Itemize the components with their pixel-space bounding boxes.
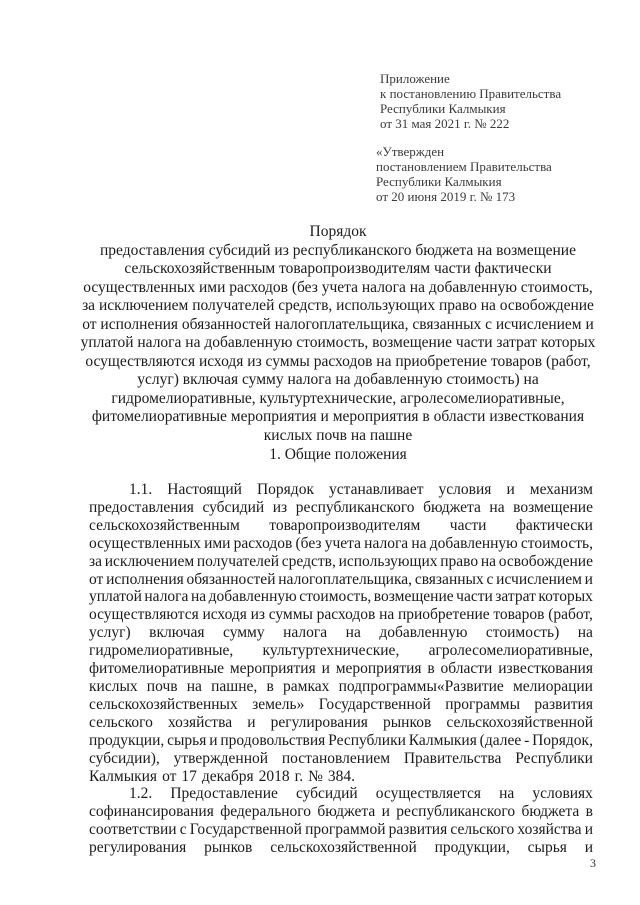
word: и xyxy=(381,803,390,821)
paragraph-line xyxy=(89,696,593,714)
paragraph-line xyxy=(89,553,593,571)
word: г. xyxy=(294,767,304,785)
word: добавленную xyxy=(379,624,468,642)
word: исключением xyxy=(104,552,195,570)
word: от xyxy=(162,767,177,785)
word: из xyxy=(250,606,265,624)
word: осуществляется xyxy=(375,785,482,803)
paragraph-line xyxy=(89,678,593,696)
title-line: за исключением получателей средств, использующих право на освобождение xyxy=(82,297,594,314)
word: Порядок, xyxy=(532,731,593,749)
word: сырья xyxy=(167,731,207,749)
document-body xyxy=(89,481,593,857)
word: продукции, xyxy=(89,731,165,749)
approval-note xyxy=(376,144,616,204)
word: услуг) xyxy=(89,624,131,642)
paragraph xyxy=(89,481,593,785)
word: декабря xyxy=(201,767,254,785)
page-number: 3 xyxy=(590,856,596,870)
word: в xyxy=(585,803,593,821)
word: уплатой xyxy=(89,588,142,606)
paragraph xyxy=(89,785,593,857)
appendix-line: Приложение xyxy=(380,71,450,86)
word: Порядок xyxy=(256,481,314,498)
title-line: предоставления субсидий из республиканского бюджета на возмещение xyxy=(100,241,576,259)
word: Правительства xyxy=(403,749,502,767)
title-line: Порядок xyxy=(309,223,367,240)
word: агролесомелиоративные, xyxy=(428,642,593,660)
title-line: сельскохозяйственным товаропроизводителям части фактически xyxy=(124,260,552,277)
word: возмещение xyxy=(373,588,454,606)
paragraph-line xyxy=(89,642,593,660)
word: Калмыкия xyxy=(408,731,477,749)
word: предоставления xyxy=(89,498,194,516)
word: на xyxy=(411,534,427,552)
word: софинансирования xyxy=(89,803,214,821)
word: фитомелиоративные xyxy=(89,660,225,678)
word: получателей xyxy=(196,552,280,570)
word: (без xyxy=(295,534,322,552)
word: добавленную xyxy=(429,534,518,552)
word: Предоставление xyxy=(170,785,278,803)
word: на xyxy=(489,498,505,516)
word: 17 xyxy=(181,767,197,785)
word: учета xyxy=(324,534,361,552)
title-line: услуг) включая сумму налога на добавленную стоимость) на xyxy=(137,371,539,388)
word: кислых xyxy=(89,677,138,695)
word: федерального xyxy=(220,803,312,821)
word: бюджета xyxy=(317,803,376,821)
title-line: осуществляются исходя из суммы расходов на приобретение товаров (работ, xyxy=(85,352,591,370)
word: на xyxy=(480,552,497,570)
title-line: кислых почв на пашне xyxy=(263,426,413,444)
word: стоимость, xyxy=(520,534,593,552)
word: субсидий xyxy=(295,785,358,803)
word: механизм xyxy=(529,481,593,498)
word: и xyxy=(209,731,218,749)
word: ими xyxy=(204,534,231,552)
paragraph-line xyxy=(89,660,593,678)
word: мероприятия xyxy=(335,660,422,678)
word: товаров xyxy=(493,606,545,624)
word: связанных xyxy=(414,570,484,588)
section-heading: 1. Общие положения xyxy=(269,446,407,463)
word: от xyxy=(89,570,104,588)
paragraph-line xyxy=(89,517,593,535)
word: развития xyxy=(388,821,448,839)
word: республиканского xyxy=(396,803,516,821)
word: товаропроизводителям xyxy=(269,516,421,534)
paragraph-line xyxy=(89,499,593,517)
word: и xyxy=(584,570,593,588)
word: сырья xyxy=(527,839,567,857)
word: регулирования xyxy=(270,713,368,731)
word: рынков xyxy=(204,839,253,857)
word: за xyxy=(89,552,103,570)
word: подпрограммы«Развитие xyxy=(338,677,504,695)
paragraph-line xyxy=(89,624,593,642)
word: постановлением xyxy=(281,749,391,767)
word: сельского xyxy=(450,821,515,839)
approval-line: «Утвержден xyxy=(376,144,445,159)
word: 384. xyxy=(327,767,356,785)
word: добавленную xyxy=(208,588,297,606)
word: республиканского xyxy=(295,498,415,516)
word: программы xyxy=(445,695,521,713)
word: культуртехнические, xyxy=(262,642,400,660)
word: утвержденной xyxy=(173,749,269,767)
word: с xyxy=(486,570,494,588)
word: рамках xyxy=(283,677,330,695)
word: Государственной xyxy=(318,695,431,713)
word: почв xyxy=(146,677,178,695)
title-line: фитомелиоративные мероприятия и мероприятия в области известкования xyxy=(91,408,585,425)
word: Настоящий xyxy=(167,481,242,498)
word: налога xyxy=(283,624,328,642)
word: хозяйства xyxy=(167,713,233,731)
appendix-line: от 31 мая 2021 г. № 222 xyxy=(380,116,510,131)
word: - xyxy=(524,731,530,749)
word: на xyxy=(345,624,361,642)
word: развития xyxy=(534,695,593,713)
word: мелиорации xyxy=(512,677,593,695)
word: области xyxy=(440,660,493,678)
word: обязанностей xyxy=(186,570,276,588)
paragraph-line xyxy=(89,768,593,786)
paragraph-line xyxy=(89,803,593,821)
word: мероприятия xyxy=(229,660,316,678)
word: гидромелиоративные, xyxy=(89,642,234,660)
word: на xyxy=(499,785,515,803)
word: которых xyxy=(538,588,593,606)
word: стоимость, xyxy=(299,588,372,606)
word: субсидии), xyxy=(89,749,160,767)
word: налогоплательщика, xyxy=(278,570,413,588)
word: исчислением xyxy=(496,570,582,588)
word: на xyxy=(577,624,593,642)
word: 1.1. xyxy=(129,481,153,498)
word: субсидий xyxy=(202,498,265,516)
word: (далее xyxy=(479,731,522,749)
word: Республики xyxy=(328,731,406,749)
title-line: уплатой налога на добавленную стоимость, возмещение части затрат которых xyxy=(80,334,596,351)
word: расходов xyxy=(316,606,376,624)
word: приобретение xyxy=(397,606,490,624)
word: части xyxy=(456,588,493,606)
word: Калмыкия xyxy=(89,767,158,785)
appendix-line: Республики Калмыкия xyxy=(380,101,506,116)
paragraph-line xyxy=(89,481,593,499)
word: и xyxy=(321,660,330,678)
word: на xyxy=(186,677,202,695)
word: из xyxy=(272,498,288,516)
word: расходов xyxy=(233,534,293,552)
word: сумму xyxy=(223,624,265,642)
word: 1.2. xyxy=(129,785,153,803)
word: освобождение xyxy=(498,552,593,570)
word: продукции, xyxy=(434,839,510,857)
title-line: осуществленных ими расходов (без учета налога на добавленную стоимость, xyxy=(83,278,593,296)
word: условия xyxy=(438,481,492,498)
word: хозяйства xyxy=(517,821,582,839)
paragraph-line xyxy=(89,839,593,857)
word: и xyxy=(584,839,593,857)
word: с xyxy=(179,821,187,839)
word: налога xyxy=(364,534,409,552)
word: бюджета xyxy=(521,803,580,821)
title-line: от исполнения обязанностей налогоплательщика, связанных с исчислением и xyxy=(82,315,594,333)
word: сельского xyxy=(89,713,153,731)
word: возмещение xyxy=(513,498,593,516)
paragraph-line xyxy=(89,821,593,839)
paragraph-line xyxy=(89,750,593,768)
word: бюджета xyxy=(423,498,481,516)
paragraph-line xyxy=(89,732,593,750)
word: на xyxy=(190,588,207,606)
word: 2018 xyxy=(258,767,290,785)
word: рынков xyxy=(383,713,432,731)
word: (работ, xyxy=(548,606,593,624)
word: и xyxy=(584,821,593,839)
paragraph-line xyxy=(89,535,593,553)
word: использующих xyxy=(338,552,438,570)
word: исполнения xyxy=(106,570,184,588)
paragraph-line xyxy=(89,606,593,624)
paragraph-line xyxy=(89,714,593,732)
paragraph-line xyxy=(89,785,593,803)
word: в xyxy=(266,677,274,695)
word: осуществленных xyxy=(89,534,201,552)
word: и xyxy=(247,713,256,731)
word: сельскохозяйственной xyxy=(270,839,417,857)
approval-line: постановлением Правительства xyxy=(376,159,552,174)
word: пашне, xyxy=(211,677,258,695)
word: в xyxy=(427,660,435,678)
word: продовольствия xyxy=(220,731,326,749)
word: и xyxy=(506,481,515,498)
word: части xyxy=(449,516,487,534)
word: известкования xyxy=(498,660,593,678)
approval-line: Республики Калмыкия xyxy=(376,174,502,189)
word: стоимость) xyxy=(485,624,560,642)
word: на xyxy=(379,606,395,624)
word: сельскохозяйственной xyxy=(446,713,593,731)
word: затрат xyxy=(495,588,536,606)
word: соответствии xyxy=(89,821,177,839)
word: право xyxy=(440,552,479,570)
paragraph-line xyxy=(89,588,593,606)
title-line: гидромелиоративные, культуртехнические, агролесомелиоративные, xyxy=(111,389,565,407)
word: средств, xyxy=(281,552,336,570)
word: земель» xyxy=(252,695,305,713)
approval-line: от 20 июня 2019 г. № 173 xyxy=(376,189,516,204)
word: № xyxy=(308,767,323,785)
word: регулирования xyxy=(89,839,187,857)
document-title xyxy=(0,223,640,445)
appendix-note xyxy=(380,71,620,131)
word: осуществляются xyxy=(89,606,199,624)
word: налога xyxy=(144,588,189,606)
word: сельскохозяйственных xyxy=(89,695,238,713)
word: включая xyxy=(149,624,205,642)
word: сельскохозяйственным xyxy=(89,516,240,534)
appendix-line: к постановлению Правительства xyxy=(380,86,562,101)
word: суммы xyxy=(268,606,313,624)
paragraph-line xyxy=(89,571,593,589)
word: устанавливает xyxy=(329,481,424,498)
word: фактически xyxy=(515,516,593,534)
word: Республики xyxy=(515,749,593,767)
word: условиях xyxy=(532,785,593,803)
word: программой xyxy=(305,821,386,839)
word: исходя xyxy=(202,606,247,624)
word: Государственной xyxy=(189,821,302,839)
